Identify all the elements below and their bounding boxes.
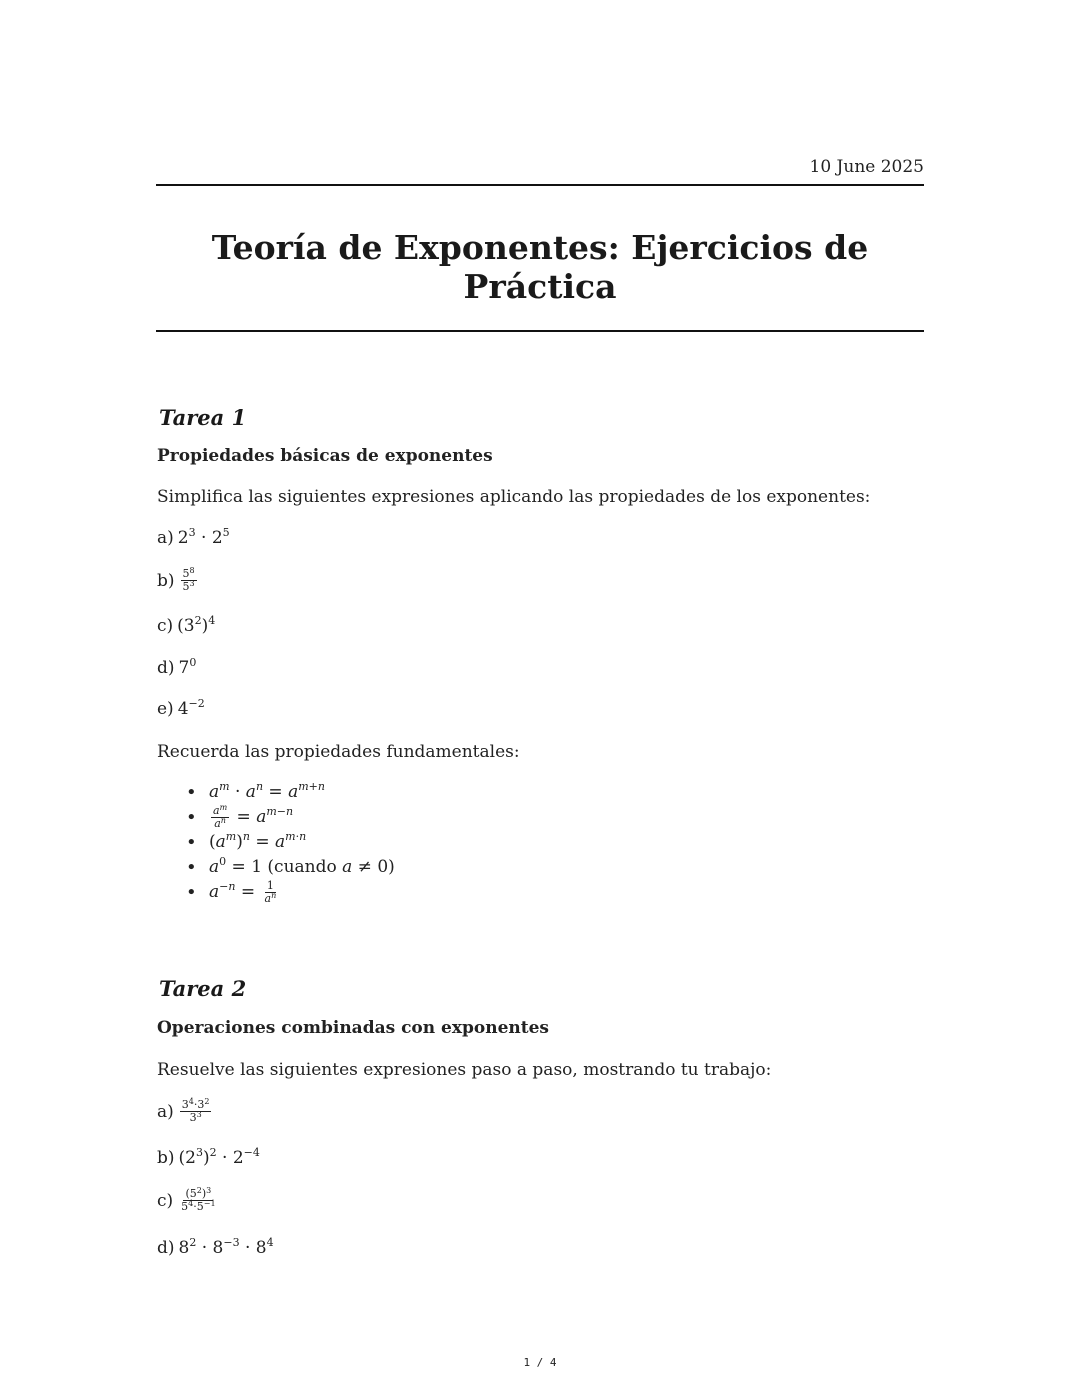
math-expression: $7^0$ [178, 656, 197, 678]
header-rule [156, 184, 924, 186]
task2-heading: Tarea 2 [159, 976, 247, 1001]
task1-instruction: Simplifica las siguientes expresiones aplicando las propiedades de los exponentes: [157, 487, 871, 507]
task1-item-e [157, 699, 205, 719]
task1-item-b [157, 568, 199, 593]
math-expression: $2^3 \cdot 2^5$ [177, 526, 230, 548]
math-expression: $\frac{(5^2)^3}{5^4\cdot 5^{-1}}$ [181, 1186, 216, 1213]
item-label: e) [157, 699, 174, 719]
task2-item-b [157, 1148, 260, 1168]
property-product: • $a^m \cdot a^n = a^{m+n}$ [186, 780, 395, 805]
task1-subheading: Propiedades básicas de exponentes [157, 446, 493, 466]
task2-subheading: Operaciones combinadas con exponentes [157, 1018, 550, 1038]
math-expression: $(3^2)^4$ [177, 614, 216, 636]
date: 10 June 2025 [809, 157, 924, 177]
item-label: a) [157, 1101, 174, 1122]
math-expression: $\frac{5^8}{5^3}$ [182, 566, 195, 593]
task2-item-d [157, 1238, 274, 1258]
title-rule [156, 330, 924, 332]
task1-item-a [157, 528, 230, 548]
task2-instruction: Resuelve las siguientes expresiones paso a paso, mostrando tu trabajo: [157, 1060, 772, 1080]
item-label: b) [157, 570, 175, 591]
item-label: b) [157, 1148, 175, 1168]
task1-item-c [157, 616, 215, 636]
property-zero: • $a^0 = 1$ (cuando a ≠ 0) [186, 855, 395, 880]
item-label: d) [157, 658, 175, 678]
item-label: d) [157, 1238, 175, 1258]
task1-recall: Recuerda las propiedades fundamentales: [157, 742, 520, 762]
task2-item-a [157, 1099, 213, 1124]
math-expression: $8^2 \cdot 8^{-3} \cdot 8^4$ [178, 1236, 274, 1258]
task1-heading: Tarea 1 [159, 405, 247, 430]
item-label: c) [157, 1190, 174, 1211]
page-number: 1 / 4 [523, 1356, 557, 1369]
properties-list [186, 780, 395, 905]
item-label: a) [157, 528, 174, 548]
property-quotient: • $\frac{a^m}{a^n}$ = $a^{m-n}$ [186, 805, 395, 830]
math-expression: $\frac{3^4\cdot 3^2}{3^3}$ [181, 1097, 210, 1124]
page-title: Teoría de Exponentes: Ejercicios de Práctica [211, 228, 869, 306]
property-power: • $(a^m)^n = a^{m\cdot n}$ [186, 830, 395, 855]
task2-item-c [157, 1188, 220, 1213]
math-expression: $(2^3)^2 \cdot 2^{-4}$ [178, 1146, 260, 1168]
math-expression: $4^{-2}$ [177, 697, 205, 719]
item-label: c) [157, 616, 174, 636]
task1-item-d [157, 658, 196, 678]
property-negative: • $a^{-n}$ = $\frac{1}{a^n}$ [186, 880, 395, 905]
